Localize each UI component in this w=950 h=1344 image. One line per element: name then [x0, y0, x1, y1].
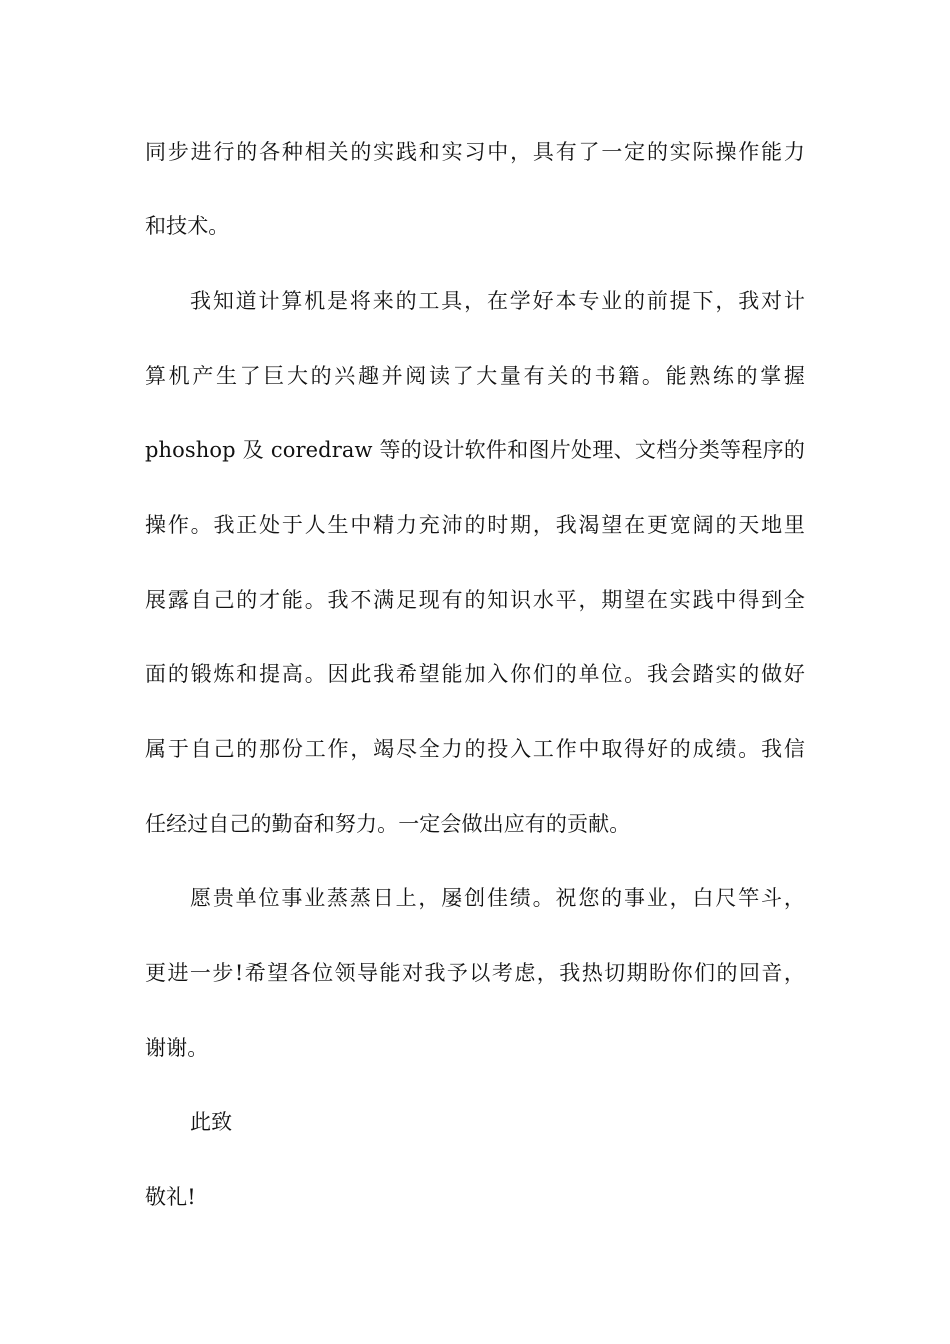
text-line: 谢谢。 [145, 1036, 209, 1060]
text-line: 展露自己的才能。我不满足现有的知识水平，期望在实践中得到全 [145, 588, 805, 612]
closing-regards: 敬礼! [145, 1185, 196, 1209]
paragraph-start-line: 我知道计算机是将来的工具，在学好本专业的前提下，我对计 [190, 289, 805, 313]
closing-salutation: 此致 [190, 1110, 233, 1134]
text-line: 更进一步!希望各位领导能对我予以考虑，我热切期盼你们的回音， [145, 961, 805, 985]
text-line: 操作。我正处于人生中精力充沛的时期，我渴望在更宽阔的天地里 [145, 513, 805, 537]
text-line: 算机产生了巨大的兴趣并阅读了大量有关的书籍。能熟练的掌握 [145, 364, 805, 388]
text-line: 属于自己的那份工作，竭尽全力的投入工作中取得好的成绩。我信 [145, 737, 805, 761]
text-line: 同步进行的各种相关的实践和实习中，具有了一定的实际操作能力 [145, 140, 805, 164]
paragraph-start-line: 愿贵单位事业蒸蒸日上，屡创佳绩。祝您的事业，白尺竿斗， [190, 886, 805, 910]
text-line: 任经过自己的勤奋和努力。一定会做出应有的贡献。 [145, 812, 631, 836]
text-line: 和技术。 [145, 214, 230, 238]
text-line: phoshop 及 coredraw 等的设计软件和图片处理、文档分类等程序的 [145, 438, 805, 462]
text-line: 面的锻炼和提高。因此我希望能加入你们的单位。我会踏实的做好 [145, 662, 805, 686]
